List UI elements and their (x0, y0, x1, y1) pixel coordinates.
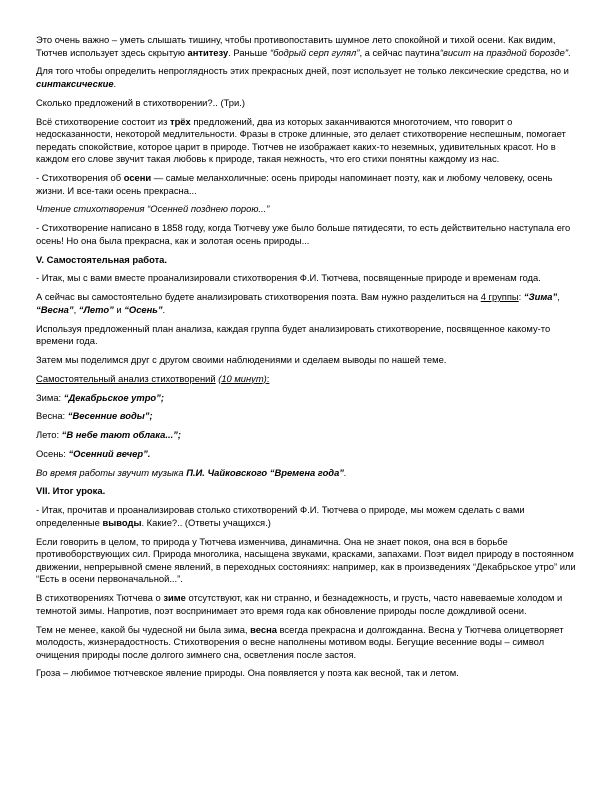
paragraph-nature-dynamic (36, 536, 576, 586)
text: отсутствуют, как ни странно, и безнадежность, и грусть, часто навеваемые холодом и темнотой зимы. Напротив, поэт воспринимает это время года как обновление природы после дождливой осени. (36, 592, 563, 616)
paragraph-autumn-poems (36, 172, 576, 197)
text: В стихотворениях Тютчева о (36, 592, 164, 604)
paragraph-thunderstorm (36, 667, 576, 680)
list-item-autumn (36, 448, 576, 461)
paragraph-three-sentences (36, 116, 576, 166)
text: - Стихотворение написано в 1858 году, когда Тютчеву уже было больше пятидесяти, то есть действительно наступала его осень! Но она была прекрасна, как и золотая осень природы... (36, 222, 571, 246)
section-heading-independent-work (36, 254, 576, 267)
paragraph-analysis-plan (36, 323, 576, 348)
text: . (344, 466, 347, 478)
text: предложений, два из которых заканчиваются многоточием, что говорит о недосказанности, некоторой медлительности. Фразы в строке длинные, это делает стихотворение неспешным, помогает передать спокойствие, которое царит в природе. Тютчев не изображает каких-то неземных, удивительных красот. Но в каждом его слове звучит такая любовь к природе, такая нежность, что его стихи понятны каждому из нас. (36, 115, 566, 165)
bold-term-syntactic: синтаксические (36, 77, 114, 89)
bold-term-antithesis: антитезу (187, 46, 229, 58)
text: Сколько предложений в стихотворении?.. (Три.) (36, 96, 245, 108)
paragraph-independent-analysis (36, 373, 576, 386)
text: : (518, 291, 524, 303)
text: . Раньше (228, 46, 270, 58)
group-autumn: “Осень” (124, 303, 163, 315)
text: . (113, 77, 117, 89)
paragraph-four-groups (36, 291, 576, 316)
bold-term-three: трёх (169, 115, 191, 127)
text: Гроза – любимое тютчевское явление природы. Она появляется у поэта как весной, так и летом. (36, 667, 459, 679)
text: Затем мы поделимся друг с другом своими наблюдениями и сделаем выводы по нашей теме. (36, 353, 447, 365)
music-title: П.И. Чайковского “Времена года” (186, 466, 344, 478)
text: А сейчас вы самостоятельно будете анализировать стихотворения поэта. Вам нужно разделиться на (36, 291, 481, 303)
text: , а сейчас паутина (359, 46, 440, 58)
section-heading-lesson-summary (36, 485, 576, 498)
text: Используя предложенный план анализа, каждая группа будет анализировать стихотворение, посвященное какому-то времени года. (36, 322, 551, 347)
text: Чтение стихотворения “Осенней позднею порою...” (36, 203, 270, 215)
season-label: Лето: (36, 429, 62, 441)
text: : (266, 372, 270, 384)
text: . (567, 46, 571, 58)
paragraph-spring-poems (36, 624, 576, 662)
text: Во время работы звучит музыка (36, 466, 187, 478)
poem-title: “Осенний вечер”. (68, 447, 151, 459)
text: Всё стихотворение состоит из (36, 115, 170, 127)
text: . Какие?.. (Ответы учащихся.) (141, 516, 271, 528)
list-item-winter (36, 392, 576, 405)
heading-text: V. Самостоятельная работа. (36, 253, 167, 265)
season-label: Зима: (36, 391, 64, 403)
paragraph-poem-1858 (36, 222, 576, 247)
paragraph-poem-reading (36, 203, 576, 216)
paragraph-music (36, 467, 576, 480)
underlined-groups: 4 группы (480, 291, 519, 303)
text: . (162, 303, 166, 315)
paragraph-share-observations (36, 354, 576, 367)
list-item-spring (36, 410, 576, 423)
bold-term-autumn: осени (123, 172, 152, 184)
text: всегда прекрасна и долгожданна. Весна у Тютчева олицетворяет молодость, жизнерадостность. Стихотворения о весне наполнены мотивом воды. Бегущие весенние воды – символ очищения природы после долгого зимнего сна, осветления после застоя. (36, 623, 564, 660)
text: Это очень важно – уметь слышать тишину, чтобы противопоставить шумное лето спокойной и тихой осени. Как видим, Тютчев использует здесь скрытую (36, 34, 556, 58)
text: Для того чтобы определить непроглядность этих прекрасных дней, поэт использует не только лексические средства, но и (36, 65, 569, 77)
paragraph-syntactic-means (36, 65, 576, 90)
group-winter: “Зима” (523, 291, 558, 303)
document-page (36, 34, 576, 686)
text: - Итак, прочитав и проанализировав столько стихотворений Ф.И. Тютчева о природе, мы можем сделать с вами определенные (36, 504, 525, 528)
group-spring: “Весна” (36, 303, 74, 315)
poem-title: “Весенние воды”; (67, 410, 153, 422)
paragraph-question-sentences (36, 97, 576, 110)
season-label: Весна: (36, 410, 68, 422)
bold-term-spring: весна (250, 623, 277, 635)
paragraph-conclusions (36, 504, 576, 529)
text: , (557, 291, 560, 303)
paragraph-analyzed-poems (36, 272, 576, 285)
bold-term-winter: зиме (163, 592, 186, 604)
text: - Итак, мы с вами вместе проанализировали стихотворения Ф.И. Тютчева, посвященные природе и временам года. (36, 272, 541, 284)
paragraph-silence-antithesis (36, 34, 576, 59)
group-summer: “Лето” (78, 303, 114, 315)
italic-quote: “бодрый серп гулял” (269, 46, 360, 58)
poem-title: “В небе тают облака...”; (61, 429, 181, 441)
heading-text: VII. Итог урока. (36, 485, 106, 497)
text: Если говорить в целом, то природа у Тютчева изменчива, динамична. Она не знает покоя, она вся в борьбе противоборствующих сил. Природа многолика, насыщена звуками, красками, запахами. Поэт видел природу в постоянном движении, непрерывной смене явлений, в переходных состояниях: например, как в произведениях “Декабрьское утро” или “Есть в осени первоначальной...”. (36, 535, 576, 585)
text: Тем не менее, какой бы чудесной ни была зима, (36, 623, 251, 635)
text: - Стихотворения об (36, 172, 124, 184)
poem-title: “Декабрьское утро”; (63, 391, 164, 403)
text: — самые меланхоличные: осень природы напоминает поэту, как и любому человеку, осень жизни. И все-таки осень прекрасна... (36, 172, 553, 196)
season-label: Осень: (36, 447, 69, 459)
italic-quote: “висит на праздной борозде” (439, 46, 568, 58)
bold-term-conclusions: выводы (102, 516, 142, 528)
duration: (10 минут) (218, 372, 267, 384)
underlined-text: Самостоятельный анализ стихотворений (36, 372, 216, 384)
text: и (113, 303, 125, 315)
list-item-summer (36, 429, 576, 442)
paragraph-winter-poems (36, 592, 576, 617)
text: , (73, 303, 79, 315)
